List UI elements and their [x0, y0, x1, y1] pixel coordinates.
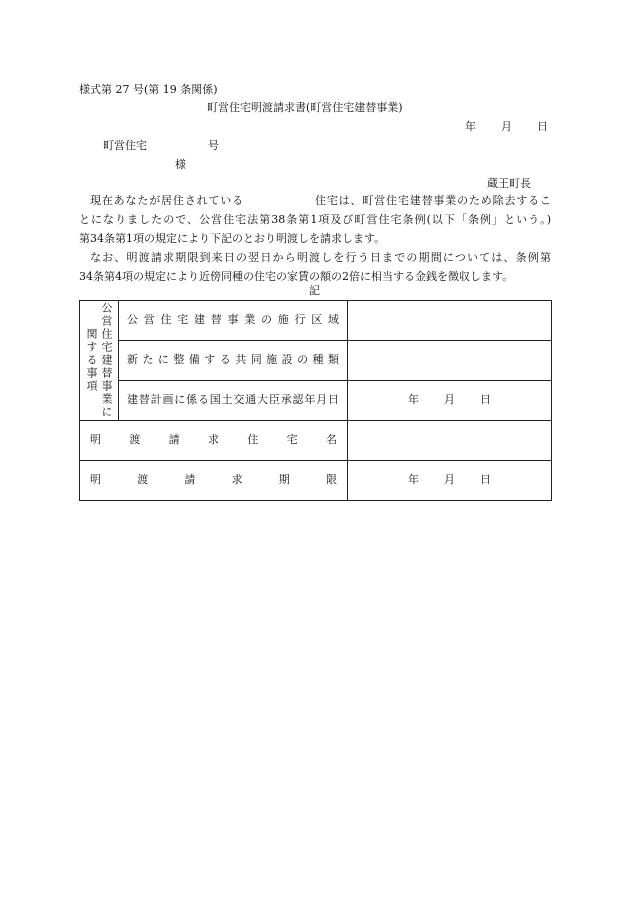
- value-cell: [348, 341, 552, 381]
- row3-value: 年 月 日: [408, 393, 491, 407]
- paragraph-1: [79, 191, 551, 248]
- table-row: [80, 381, 552, 421]
- recipient-housing: 町営住宅: [103, 139, 147, 152]
- para1-line: 現在あなたが居住されている 住宅は、町営住宅建替事業のため除去するこ: [90, 194, 551, 207]
- table-row: [80, 461, 552, 501]
- value-cell: [348, 381, 552, 421]
- group-label-col1: 公営住宅建替事業に: [100, 302, 113, 419]
- form-number: 様式第 27 号(第 19 条関係): [79, 83, 218, 96]
- para1-line: 第34条第1項の規定により下記のとおり明渡しを請求します。: [79, 232, 386, 245]
- para2-line: なお、明渡請求期限到来日の翌日から明渡しを行う日までの期間については、条例第: [90, 251, 551, 264]
- label-cell: [80, 421, 348, 461]
- label-cell: [119, 341, 348, 381]
- row4-label: 明渡請求住宅名: [90, 433, 337, 447]
- group-label-col2: 関する事項: [85, 328, 98, 393]
- label-cell: [119, 381, 348, 421]
- para2-line: 34条第4項の規定により近傍同種の住宅の家賃の額の2倍に相当する金銭を徴収します。: [79, 270, 514, 283]
- group-label-cell: [80, 301, 119, 421]
- table-row: [80, 421, 552, 461]
- ki-heading: 記: [309, 284, 320, 297]
- recipient-honorific: 様: [175, 158, 186, 171]
- label-cell: [80, 461, 348, 501]
- value-cell: [348, 301, 552, 341]
- paragraph-2: [79, 248, 551, 286]
- row1-label: 公営住宅建替事業の施行区域: [127, 313, 339, 327]
- issuer-name: 蔵王町長: [487, 177, 531, 190]
- document-title: 町営住宅明渡請求書(町営住宅建替事業): [207, 101, 403, 114]
- row5-value: 年 月 日: [408, 473, 491, 487]
- table-row: [80, 341, 552, 381]
- request-details-table: [79, 300, 552, 501]
- table-row: [80, 301, 552, 341]
- recipient-number: 号: [208, 139, 219, 152]
- row3-label: 建替計画に係る国土交通大臣承認年月日: [127, 393, 339, 407]
- row5-label: 明渡請求期限: [90, 473, 337, 487]
- para1-line: とになりましたので、公営住宅法第38条第1項及び町営住宅条例(以下「条例」という。): [79, 213, 551, 226]
- value-cell: [348, 461, 552, 501]
- label-cell: [119, 301, 348, 341]
- value-cell: [348, 421, 552, 461]
- date-line: 年 月 日: [465, 120, 549, 133]
- row2-label: 新たに整備する共同施設の種類: [127, 353, 339, 367]
